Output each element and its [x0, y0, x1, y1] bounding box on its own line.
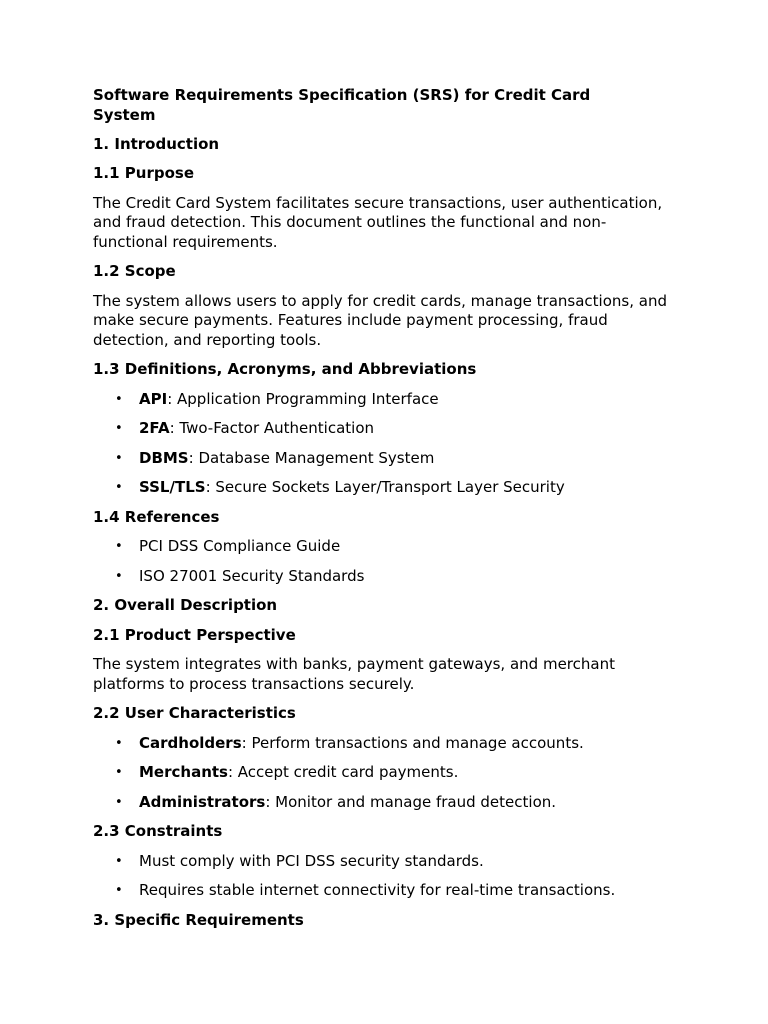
- subsection-heading-purpose: 1.1 Purpose: [93, 164, 195, 182]
- list-item: [93, 537, 676, 557]
- subsection-heading-scope: 1.2 Scope: [93, 262, 176, 280]
- subsection-heading-definitions: 1.3 Definitions, Acronyms, and Abbreviations: [93, 360, 477, 378]
- list-item: [93, 390, 676, 410]
- definition-desc: : Two-Factor Authentication: [169, 419, 375, 437]
- scope-paragraph: The system allows users to apply for credit cards, manage transactions, and make secure payments. Features include payment processing, fraud detection, and reporting tools.: [93, 291, 667, 349]
- list-item: [93, 734, 676, 754]
- list-item: [93, 478, 676, 498]
- definition-term: SSL/TLS: [139, 478, 206, 496]
- definition-desc: : Secure Sockets Layer/Transport Layer Security: [205, 478, 565, 496]
- constraints-list: [93, 852, 676, 901]
- subsection-heading-constraints: 2.3 Constraints: [93, 822, 223, 840]
- user-term: Cardholders: [139, 733, 242, 752]
- definition-term: 2FA: [139, 419, 170, 437]
- user-desc: : Perform transactions and manage accounts.: [241, 733, 584, 752]
- subsection-heading-user-characteristics: 2.2 User Characteristics: [93, 704, 296, 722]
- document-title: Software Requirements Specification (SRS) for Credit Card System: [93, 86, 591, 124]
- purpose-paragraph: The Credit Card System facilitates secure transactions, user authentication, and fraud detection. This document outlines the functional and non-functional requirements.: [93, 193, 663, 251]
- section-heading-introduction: 1. Introduction: [93, 134, 220, 153]
- user-desc: : Accept credit card payments.: [227, 763, 459, 781]
- bullet-icon: •: [115, 765, 123, 780]
- section-heading-specific-requirements: 3. Specific Requirements: [93, 910, 304, 929]
- section-heading-overall-description: 2. Overall Description: [93, 596, 278, 614]
- list-item: [93, 852, 676, 872]
- bullet-icon: •: [115, 450, 123, 466]
- bullet-icon: •: [115, 480, 123, 495]
- definition-term: DBMS: [139, 448, 189, 467]
- bullet-icon: •: [115, 421, 123, 436]
- definition-term: API: [139, 389, 168, 408]
- user-characteristics-list: [93, 734, 676, 813]
- product-perspective-paragraph: The system integrates with banks, payment gateways, and merchant platforms to process transactions securely.: [93, 655, 615, 693]
- references-list: [93, 537, 676, 586]
- list-item: [93, 881, 676, 901]
- user-term: Merchants: [139, 763, 228, 781]
- reference-text: ISO 27001 Security Standards: [139, 566, 365, 585]
- user-desc: : Monitor and manage fraud detection.: [265, 792, 557, 811]
- subsection-heading-product-perspective: 2.1 Product Perspective: [93, 625, 296, 644]
- subsection-heading-references: 1.4 References: [93, 507, 220, 526]
- list-item: [93, 567, 676, 587]
- bullet-icon: •: [115, 391, 123, 407]
- bullet-icon: •: [115, 794, 123, 810]
- bullet-icon: •: [115, 853, 123, 869]
- definitions-list: [93, 390, 676, 498]
- reference-text: PCI DSS Compliance Guide: [139, 537, 341, 555]
- constraint-text: Requires stable internet connectivity for real-time transactions.: [139, 881, 616, 899]
- definition-desc: : Application Programming Interface: [167, 389, 439, 408]
- user-term: Administrators: [139, 792, 266, 811]
- list-item: [93, 419, 676, 439]
- bullet-icon: •: [115, 735, 123, 751]
- list-item: [93, 763, 676, 783]
- list-item: [93, 449, 676, 469]
- bullet-icon: •: [115, 539, 123, 554]
- list-item: [93, 793, 676, 813]
- definition-desc: : Database Management System: [188, 448, 435, 467]
- bullet-icon: •: [115, 883, 123, 898]
- constraint-text: Must comply with PCI DSS security standards.: [139, 851, 484, 870]
- bullet-icon: •: [115, 568, 123, 584]
